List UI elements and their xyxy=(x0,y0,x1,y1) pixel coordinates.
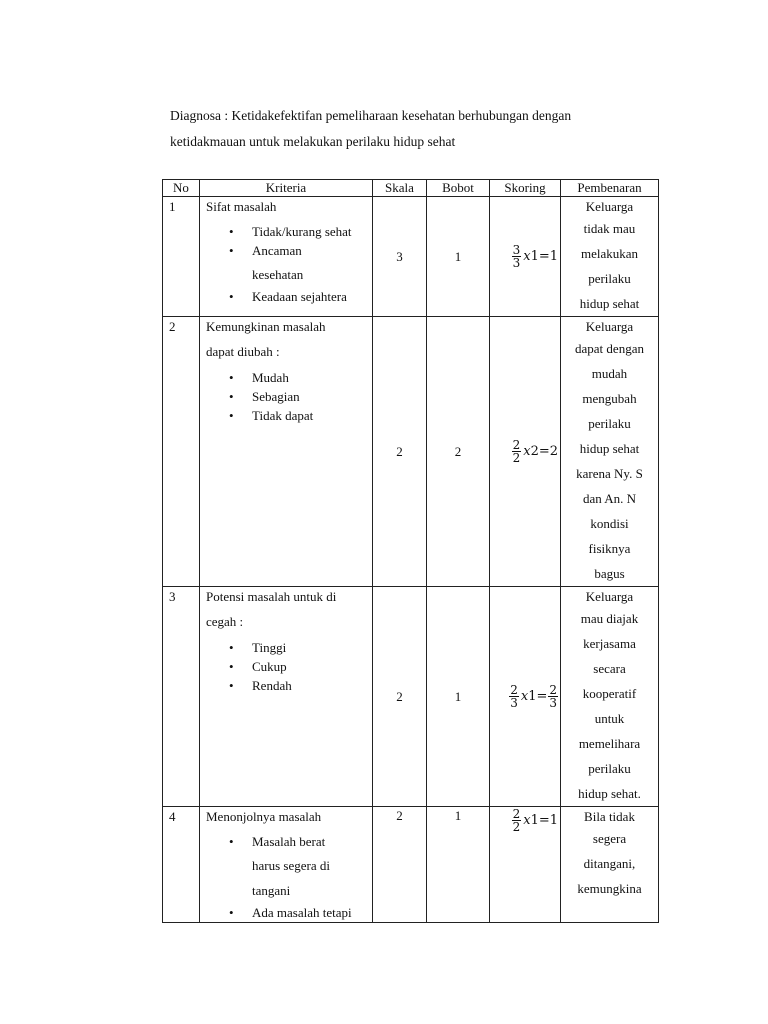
fraction-result: $\frac{2}{3}$ xyxy=(549,683,557,710)
row-number: 2 xyxy=(163,317,200,587)
skoring-formula xyxy=(490,197,561,317)
list-item-continuation: tangani xyxy=(252,883,291,898)
pembenaran-line: perilaku xyxy=(588,761,631,776)
formula-operation: x2=2 xyxy=(523,444,558,459)
formula-operation: x1=1 xyxy=(523,249,558,264)
criteria-list xyxy=(206,368,370,425)
criteria-title: Menonjolnya masalah xyxy=(206,809,322,824)
header-kriteria: Kriteria xyxy=(200,180,373,197)
pembenaran-line: mengubah xyxy=(582,391,637,406)
criteria-list xyxy=(206,638,370,695)
list-item-continuation: kesehatan xyxy=(252,267,304,282)
fraction: $\frac{2}{2}$ xyxy=(512,438,521,465)
criteria-title: Kemungkinan masalah xyxy=(206,319,326,334)
pembenaran-line: kemungkina xyxy=(577,881,642,896)
criteria-cell xyxy=(200,197,373,317)
pembenaran-line: untuk xyxy=(594,711,625,726)
criteria-title-continued: cegah : xyxy=(206,614,244,629)
table-row xyxy=(163,317,659,587)
header-bobot: Bobot xyxy=(427,180,490,197)
list-item: • Sebagian xyxy=(252,387,370,406)
table-row xyxy=(163,197,659,317)
formula-operation: x1=1 xyxy=(523,813,558,828)
pembenaran-line: kerjasama xyxy=(583,636,636,651)
header-skala: Skala xyxy=(373,180,427,197)
criteria-title: Potensi masalah untuk di xyxy=(206,589,337,604)
pembenaran-line: Keluarga xyxy=(585,199,634,214)
skala-value: 2 xyxy=(373,317,427,587)
criteria-list xyxy=(206,222,370,306)
list-item: • Masalah berat harus segera di tangani xyxy=(252,832,370,903)
pembenaran-line: Keluarga xyxy=(585,319,634,334)
pembenaran-line: dapat dengan xyxy=(575,341,644,356)
diagnosis-line-1: Diagnosa : Ketidakefektifan pemeliharaan kesehatan berhubungan dengan xyxy=(170,108,572,123)
pembenaran-line: tidak mau xyxy=(583,221,636,236)
pembenaran-line: hidup sehat xyxy=(579,296,640,311)
pembenaran-line: melakukan xyxy=(580,246,639,261)
diagnosis-line-2: ketidakmauan untuk melakukan perilaku hidup sehat xyxy=(170,134,456,149)
list-item: • Cukup xyxy=(252,657,370,676)
skala-value: 2 xyxy=(373,807,427,923)
pembenaran-line: perilaku xyxy=(588,416,631,431)
skala-value: 2 xyxy=(373,587,427,807)
table-header-row xyxy=(163,180,659,197)
skoring-formula xyxy=(490,587,561,807)
bobot-value: 1 xyxy=(427,807,490,923)
pembenaran-line: bagus xyxy=(594,566,625,581)
list-item: • Ancaman kesehatan xyxy=(252,241,370,287)
list-item: • Tidak dapat xyxy=(252,406,370,425)
list-item: • Ada masalah tetapi xyxy=(252,903,370,922)
criteria-title-continued: dapat diubah : xyxy=(206,344,280,359)
pembenaran-line: hidup sehat. xyxy=(578,786,641,801)
bobot-value: 2 xyxy=(427,317,490,587)
pembenaran-text xyxy=(561,807,659,923)
skala-value: 3 xyxy=(373,197,427,317)
pembenaran-line: ditangani, xyxy=(583,856,636,871)
list-item: • Rendah xyxy=(252,676,370,695)
fraction: $\frac{2}{3}$ xyxy=(510,683,518,710)
pembenaran-line: memelihara xyxy=(578,736,641,751)
header-skoring: Skoring xyxy=(490,180,561,197)
row-number: 4 xyxy=(163,807,200,923)
scoring-table xyxy=(162,179,659,923)
row-number: 3 xyxy=(163,587,200,807)
skoring-formula xyxy=(490,807,561,923)
pembenaran-line: kondisi xyxy=(590,516,629,531)
bobot-value: 1 xyxy=(427,197,490,317)
pembenaran-line: kooperatif xyxy=(582,686,637,701)
formula-operation: x1= xyxy=(520,689,548,704)
list-item-continuation: harus segera di xyxy=(252,858,330,873)
pembenaran-line: karena Ny. S xyxy=(576,466,643,481)
pembenaran-line: fisiknya xyxy=(588,541,631,556)
header-no: No xyxy=(163,180,200,197)
pembenaran-line: dan An. N xyxy=(582,491,637,506)
criteria-title: Sifat masalah xyxy=(206,199,277,214)
table-row xyxy=(163,807,659,923)
pembenaran-line: hidup sehat xyxy=(579,441,640,456)
pembenaran-text xyxy=(561,317,659,587)
criteria-cell xyxy=(200,807,373,923)
criteria-list xyxy=(206,832,370,922)
fraction: $\frac{3}{3}$ xyxy=(512,243,521,270)
pembenaran-line: Bila tidak xyxy=(584,809,635,824)
criteria-cell xyxy=(200,587,373,807)
table-row xyxy=(163,587,659,807)
skoring-formula xyxy=(490,317,561,587)
list-item: • Mudah xyxy=(252,368,370,387)
pembenaran-text xyxy=(561,197,659,317)
pembenaran-line: perilaku xyxy=(588,271,631,286)
pembenaran-line: mudah xyxy=(591,366,628,381)
pembenaran-line: mau diajak xyxy=(580,611,639,626)
diagnosis-statement xyxy=(170,103,650,155)
list-item: • Tinggi xyxy=(252,638,370,657)
list-item: • Keadaan sejahtera xyxy=(252,287,370,306)
pembenaran-line: segera xyxy=(592,831,627,846)
pembenaran-line: Keluarga xyxy=(585,589,634,604)
header-pembenaran: Pembenaran xyxy=(561,180,659,197)
pembenaran-text xyxy=(561,587,659,807)
row-number: 1 xyxy=(163,197,200,317)
fraction: $\frac{2}{2}$ xyxy=(512,807,521,834)
pembenaran-line: secara xyxy=(593,661,626,676)
criteria-cell xyxy=(200,317,373,587)
bobot-value: 1 xyxy=(427,587,490,807)
list-item: • Tidak/kurang sehat xyxy=(252,222,370,241)
